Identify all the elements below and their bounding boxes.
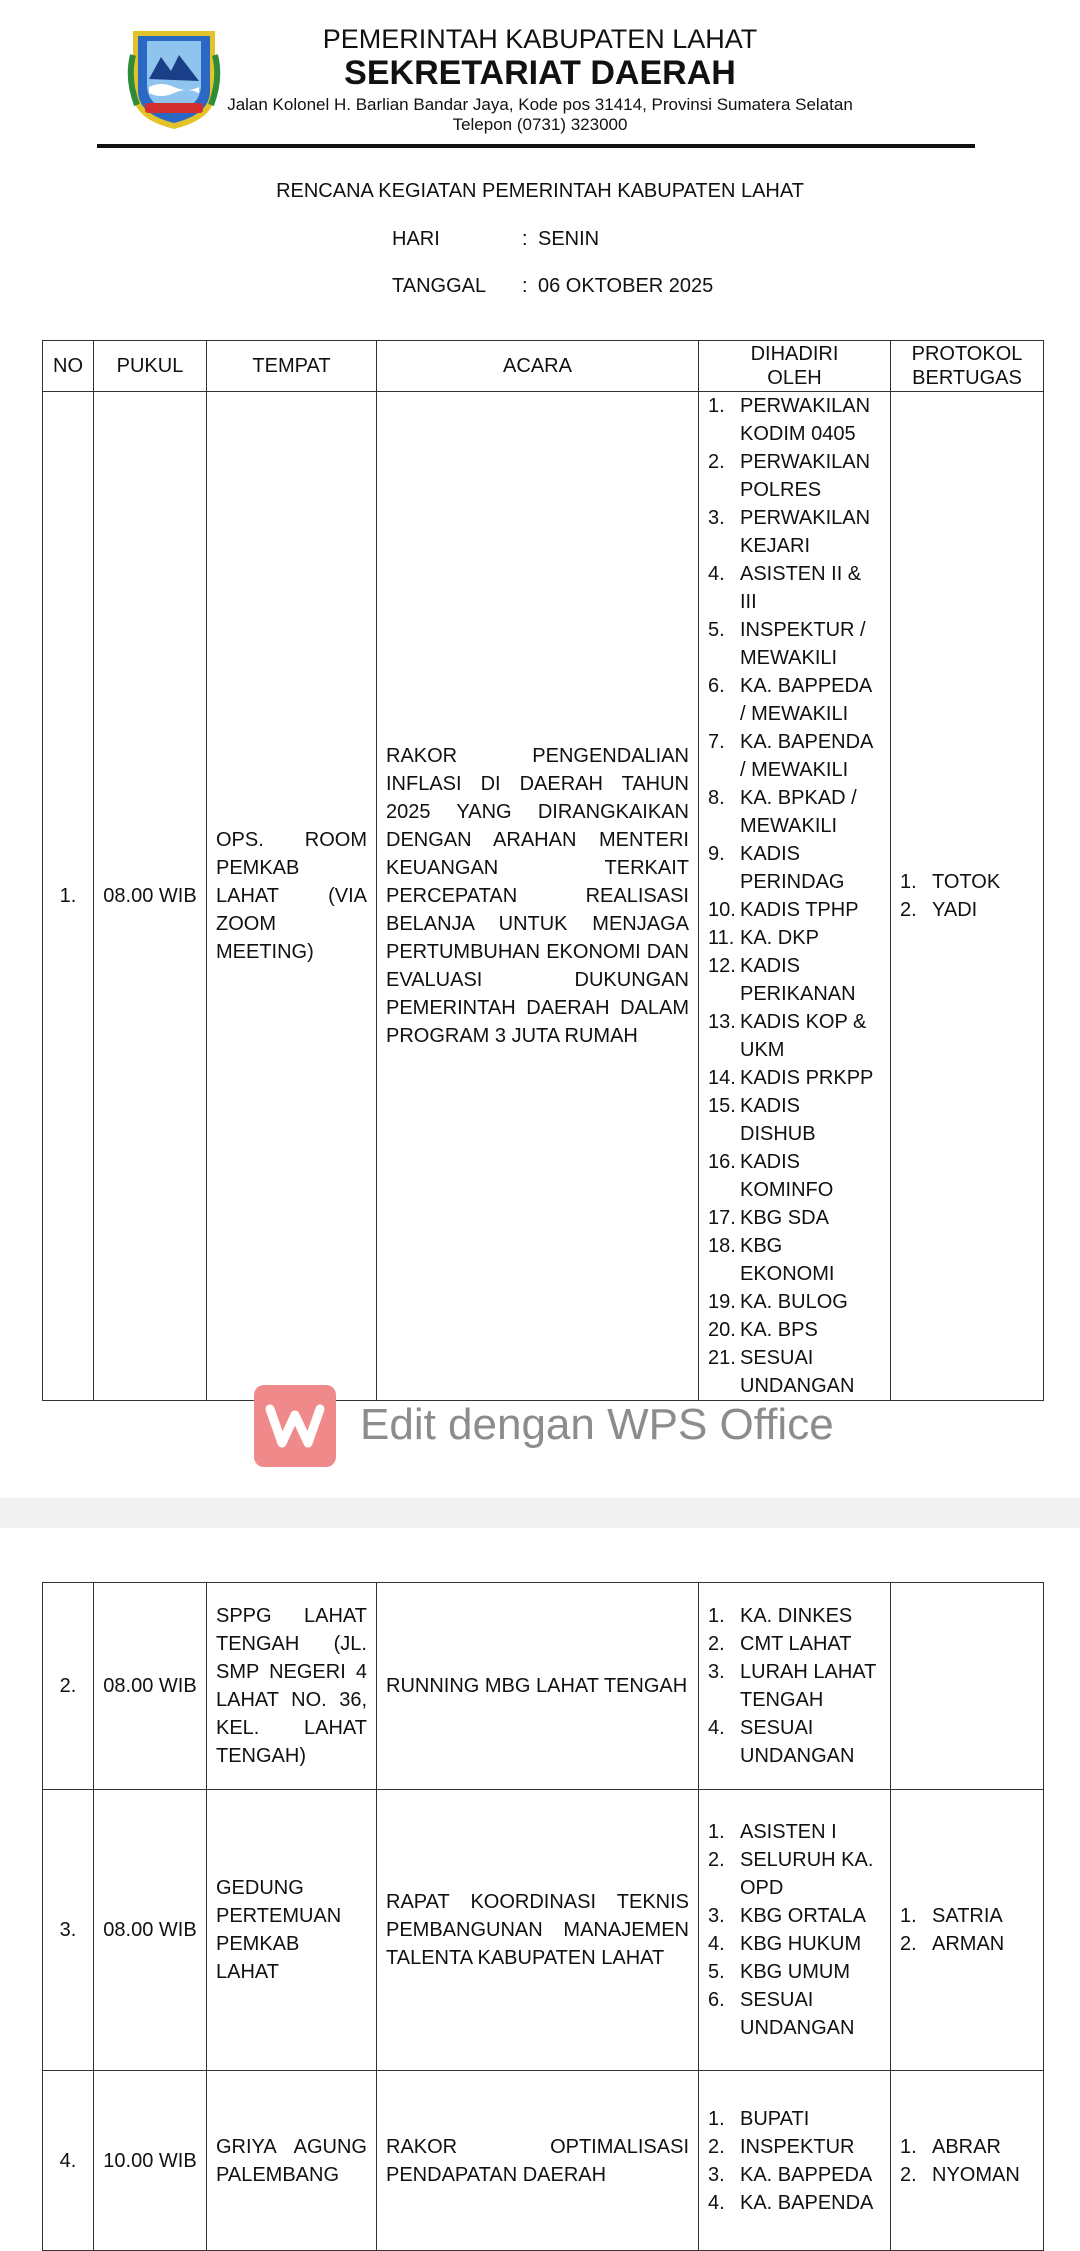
list-item: [708, 1958, 881, 1986]
list-item-number: 5.: [708, 1961, 725, 1983]
list-item-text: KBG EKONOMI: [740, 1235, 835, 1285]
cell-acara: RAKOR OPTIMALISASI PENDAPATAN DAERAH: [377, 2071, 699, 2251]
list-item-text: KBG UMUM: [740, 1961, 850, 1983]
list-item-text: BUPATI: [740, 2107, 810, 2130]
list-item-number: 1.: [708, 1821, 725, 1843]
header-pukul: PUKUL: [94, 341, 207, 392]
hari-value: SENIN: [538, 228, 600, 250]
list-item-number: 3.: [708, 1661, 725, 1683]
list-item-number: 2.: [708, 451, 725, 473]
cell-dihadiri: [699, 1790, 891, 2071]
list-item-text: SESUAI UNDANGAN: [740, 1989, 855, 2039]
list-item-text: ASISTEN II & III: [740, 563, 862, 613]
list-item-number: 20.: [708, 1319, 736, 1341]
tanggal-value: 06 OKTOBER 2025: [538, 275, 714, 297]
header-no: NO: [43, 341, 94, 392]
document-title: RENCANA KEGIATAN PEMERINTAH KABUPATEN LAHAT: [276, 180, 804, 202]
list-item: [708, 1602, 881, 1630]
list-item: [900, 1902, 1034, 1930]
header-tempat: TEMPAT: [207, 341, 377, 392]
list-item: [708, 1658, 881, 1714]
list-item: [708, 2105, 881, 2133]
list-item-number: 1.: [708, 395, 725, 417]
list-item-text: KA. DKP: [740, 927, 819, 949]
list-item-text: NYOMAN: [932, 2163, 1020, 2186]
list-item-number: 8.: [708, 787, 725, 809]
list-item: [708, 1316, 881, 1344]
table-row: [43, 1790, 1044, 2071]
list-item: [708, 392, 881, 448]
list-item-text: ARMAN: [932, 1933, 1005, 1955]
list-item-number: 4.: [708, 1933, 725, 1955]
list-item-number: 21.: [708, 1347, 736, 1369]
letterhead: [0, 0, 1080, 150]
list-item-number: 18.: [708, 1235, 736, 1257]
list-item: [708, 1288, 881, 1316]
list-item-number: 1.: [708, 2107, 725, 2130]
list-item-number: 3.: [708, 1905, 725, 1927]
list-item-number: 4.: [708, 2191, 725, 2214]
cell-protokol: [891, 392, 1044, 1401]
cell-tempat: OPS. ROOM PEMKAB LAHAT (VIA ZOOM MEETING): [207, 392, 377, 1401]
list-item: [708, 2133, 881, 2161]
list-item-number: 1.: [900, 1905, 917, 1927]
table-row: [43, 392, 1044, 1401]
page-gap: [0, 1498, 1080, 1528]
protocol-list: [900, 868, 1034, 924]
schedule-table-page-2: [42, 1582, 1044, 2251]
hari-label: HARI: [392, 228, 440, 250]
list-item: [708, 1986, 881, 2042]
table-header-row: [43, 341, 1044, 392]
list-item-text: KA. BAPENDA / MEWAKILI: [740, 731, 873, 781]
list-item-number: 2.: [708, 1849, 725, 1871]
list-item: [900, 868, 1034, 896]
list-item: [708, 728, 881, 784]
header-acara: ACARA: [377, 341, 699, 392]
cell-tempat: SPPG LAHAT TENGAH (JL. SMP NEGERI 4 LAHAT NO. 36, KEL. LAHAT TENGAH): [207, 1583, 377, 1790]
cell-no: 3.: [43, 1790, 94, 2071]
header-protokol: PROTOKOL BERTUGAS: [891, 341, 1044, 392]
list-item-text: SELURUH KA. OPD: [740, 1849, 874, 1899]
list-item: [900, 2161, 1034, 2189]
list-item-text: YADI: [932, 899, 978, 921]
list-item-text: KADIS TPHP: [740, 899, 859, 921]
schedule-table-page-1: [42, 340, 1044, 1401]
cell-pukul: 08.00 WIB: [94, 1583, 207, 1790]
list-item-number: 14.: [708, 1067, 736, 1089]
attendee-list: [708, 1818, 881, 2042]
list-item-text: KA. BAPPEDA: [740, 2163, 873, 2186]
list-item: [708, 1232, 881, 1288]
list-item: [708, 924, 881, 952]
wps-watermark: [0, 1382, 1080, 1472]
list-item: [708, 840, 881, 896]
list-item-number: 15.: [708, 1095, 736, 1117]
list-item: [708, 1714, 881, 1770]
list-item: [708, 448, 881, 504]
list-item: [708, 896, 881, 924]
list-item-number: 2.: [900, 899, 917, 921]
cell-no: 2.: [43, 1583, 94, 1790]
list-item-text: KA. BPS: [740, 1319, 818, 1341]
list-item-number: 1.: [900, 871, 917, 893]
list-item-text: ASISTEN I: [740, 1821, 837, 1843]
meta-hari: [392, 228, 599, 251]
table-row: [43, 2071, 1044, 2251]
meta-tanggal: [392, 275, 713, 298]
list-item-number: 16.: [708, 1151, 736, 1173]
colon: :: [522, 228, 528, 250]
list-item-text: KADIS PERINDAG: [740, 843, 845, 893]
attendee-list: [708, 1602, 881, 1770]
list-item-text: KA. BPKAD / MEWAKILI: [740, 787, 857, 837]
cell-pukul: 08.00 WIB: [94, 1790, 207, 2071]
list-item: [708, 952, 881, 1008]
protocol-list: [900, 1902, 1034, 1958]
cell-dihadiri: [699, 2071, 891, 2251]
list-item: [708, 1930, 881, 1958]
list-item-number: 5.: [708, 619, 725, 641]
cell-dihadiri: [699, 392, 891, 1401]
list-item-text: ABRAR: [932, 2135, 1001, 2158]
list-item: [708, 1064, 881, 1092]
list-item-text: SATRIA: [932, 1905, 1003, 1927]
header-dihadiri: DIHADIRI OLEH: [699, 341, 891, 392]
list-item: [708, 672, 881, 728]
list-item-text: KA. BAPENDA: [740, 2191, 874, 2214]
cell-dihadiri: [699, 1583, 891, 1790]
list-item-text: KADIS PRKPP: [740, 1067, 874, 1089]
list-item-number: 2.: [900, 1933, 917, 1955]
list-item: [708, 560, 881, 616]
list-item-text: KBG HUKUM: [740, 1933, 862, 1955]
cell-no: 1.: [43, 392, 94, 1401]
list-item-text: SESUAI UNDANGAN: [740, 1717, 855, 1767]
list-item-number: 2.: [900, 2163, 917, 2186]
list-item-number: 4.: [708, 563, 725, 585]
list-item-text: KBG SDA: [740, 1207, 829, 1229]
wps-watermark-text: Edit dengan WPS Office: [360, 1400, 834, 1449]
header-divider: [97, 144, 975, 148]
list-item-text: TOTOK: [932, 871, 1001, 893]
list-item-number: 2.: [708, 2135, 725, 2158]
list-item: [708, 1092, 881, 1148]
list-item: [708, 2161, 881, 2189]
list-item: [708, 1148, 881, 1204]
list-item-text: KBG ORTALA: [740, 1905, 866, 1927]
list-item-number: 17.: [708, 1207, 736, 1229]
list-item-number: 3.: [708, 507, 725, 529]
list-item: [708, 1902, 881, 1930]
list-item-number: 4.: [708, 1717, 725, 1739]
list-item-text: KADIS KOP & UKM: [740, 1011, 867, 1061]
list-item: [900, 1930, 1034, 1958]
list-item: [900, 2133, 1034, 2161]
cell-no: 4.: [43, 2071, 94, 2251]
list-item-text: INSPEKTUR / MEWAKILI: [740, 619, 866, 669]
list-item-text: KADIS DISHUB: [740, 1095, 816, 1145]
colon: :: [522, 275, 528, 297]
list-item-text: LURAH LAHAT TENGAH: [740, 1661, 876, 1711]
list-item: [708, 784, 881, 840]
list-item-number: 1.: [708, 1605, 725, 1627]
list-item-text: PERWAKILAN POLRES: [740, 451, 871, 501]
list-item-text: KA. BULOG: [740, 1291, 848, 1313]
list-item-number: 7.: [708, 731, 725, 753]
list-item-number: 2.: [708, 1633, 725, 1655]
list-item-text: SESUAI UNDANGAN: [740, 1347, 855, 1397]
cell-acara: RUNNING MBG LAHAT TENGAH: [377, 1583, 699, 1790]
list-item-text: KA. BAPPEDA / MEWAKILI: [740, 675, 872, 725]
cell-pukul: 10.00 WIB: [94, 2071, 207, 2251]
cell-pukul: 08.00 WIB: [94, 392, 207, 1401]
list-item-number: 3.: [708, 2163, 725, 2186]
list-item-number: 6.: [708, 1989, 725, 2011]
attendee-list: [708, 392, 881, 1400]
list-item-number: 12.: [708, 955, 736, 977]
list-item: [708, 616, 881, 672]
list-item-number: 6.: [708, 675, 725, 697]
gov-name: PEMERINTAH KABUPATEN LAHAT: [322, 24, 758, 54]
office-name: SEKRETARIAT DAERAH: [344, 54, 736, 92]
list-item-text: PERWAKILAN KODIM 0405: [740, 395, 871, 445]
list-item-text: KADIS KOMINFO: [740, 1151, 834, 1201]
cell-protokol: [891, 1583, 1044, 1790]
cell-protokol: [891, 1790, 1044, 2071]
cell-protokol: [891, 2071, 1044, 2251]
list-item: [900, 896, 1034, 924]
table-row: [43, 1583, 1044, 1790]
list-item-text: PERWAKILAN KEJARI: [740, 507, 871, 557]
list-item: [708, 1204, 881, 1232]
list-item-number: 19.: [708, 1291, 736, 1313]
list-item: [708, 1818, 881, 1846]
protocol-list: [900, 2133, 1034, 2189]
attendee-list: [708, 2105, 881, 2217]
list-item: [708, 1008, 881, 1064]
list-item-number: 13.: [708, 1011, 736, 1033]
cell-acara: RAKOR PENGENDALIAN INFLASI DI DAERAH TAHUN 2025 YANG DIRANGKAIKAN DENGAN ARAHAN MENTERI KEUANGAN TERKAIT PERCEPATAN REALISASI BELANJA UNTUK MENJAGA PERTUMBUHAN EKONOMI DAN EVALUASI DUKUNGAN PEMERINTAH DAERAH DALAM PROGRAM 3 JUTA RUMAH: [377, 392, 699, 1401]
list-item-text: CMT LAHAT: [740, 1633, 852, 1655]
list-item-text: KADIS PERIKANAN: [740, 955, 856, 1005]
list-item-number: 9.: [708, 843, 725, 865]
wps-logo-icon: [254, 1385, 336, 1467]
phone: Telepon (0731) 323000: [452, 115, 628, 134]
list-item: [708, 504, 881, 560]
address: Jalan Kolonel H. Barlian Bandar Jaya, Kode pos 31414, Provinsi Sumatera Selatan: [227, 95, 853, 114]
cell-tempat: GEDUNG PERTEMUAN PEMKAB LAHAT: [207, 1790, 377, 2071]
list-item: [708, 1630, 881, 1658]
list-item-number: 10.: [708, 899, 736, 921]
cell-tempat: GRIYA AGUNG PALEMBANG: [207, 2071, 377, 2251]
list-item: [708, 1846, 881, 1902]
list-item-text: KA. DINKES: [740, 1605, 853, 1627]
tanggal-label: TANGGAL: [392, 275, 487, 297]
list-item: [708, 2189, 881, 2217]
list-item-number: 11.: [708, 927, 735, 949]
cell-acara: RAPAT KOORDINASI TEKNIS PEMBANGUNAN MANAJEMEN TALENTA KABUPATEN LAHAT: [377, 1790, 699, 2071]
list-item-number: 1.: [900, 2135, 917, 2158]
list-item-text: INSPEKTUR: [740, 2135, 855, 2158]
